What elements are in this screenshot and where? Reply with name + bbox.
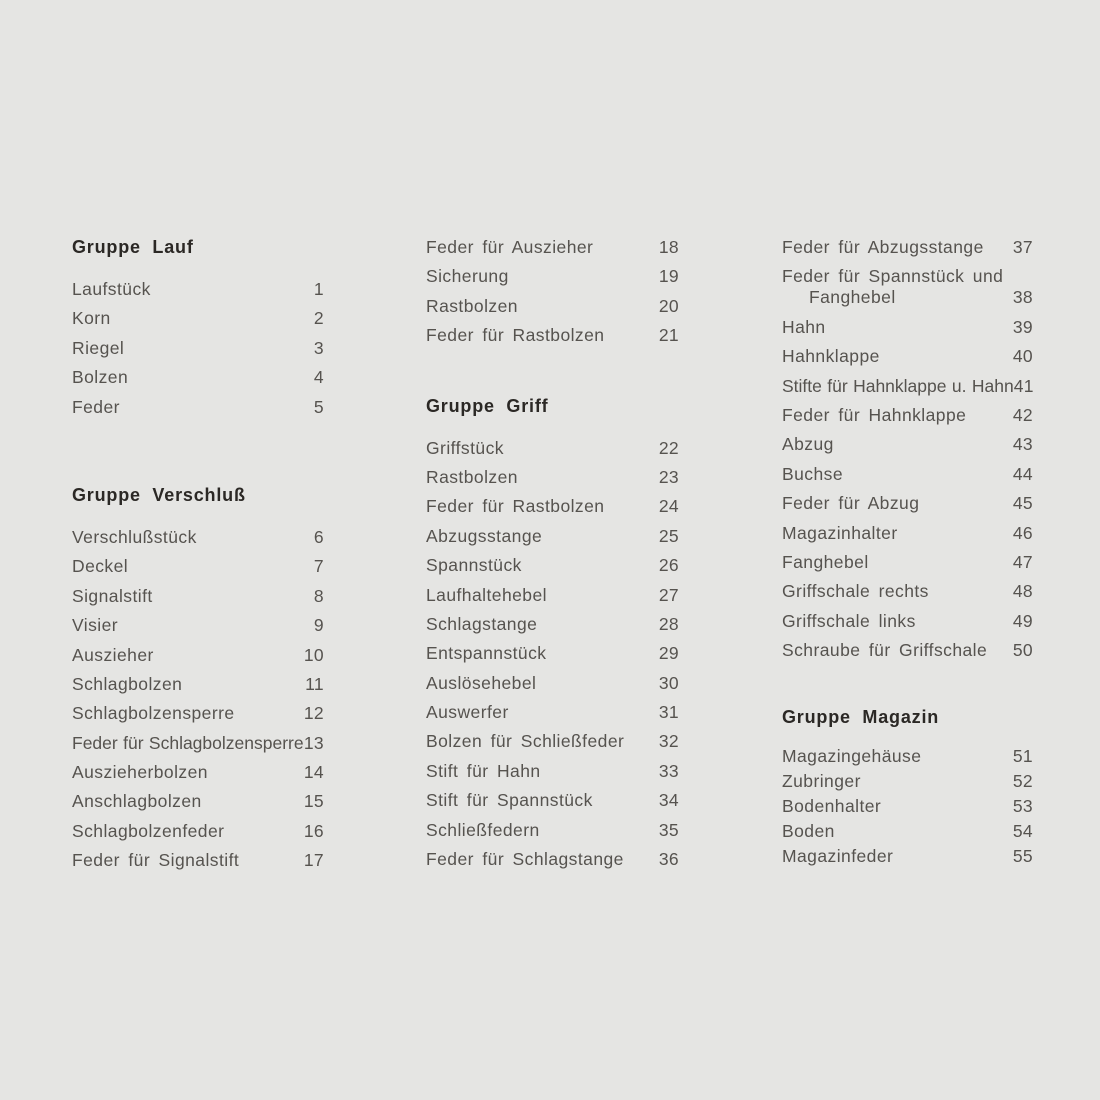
parts-list-row xyxy=(426,266,679,295)
part-number: 10 xyxy=(303,644,324,665)
part-name: Laufstück xyxy=(72,279,151,299)
part-number: 16 xyxy=(303,820,324,841)
parts-list-row xyxy=(426,790,679,819)
part-number: 38 xyxy=(1012,287,1033,308)
parts-list-row xyxy=(782,237,1033,266)
part-name: Griffschale links xyxy=(782,610,916,631)
part-name: Bolzen xyxy=(72,367,129,388)
part-number: 27 xyxy=(658,584,679,605)
parts-list-row xyxy=(782,796,1033,821)
part-name: Abzug xyxy=(782,434,834,455)
part-number: 45 xyxy=(1012,493,1033,514)
part-number: 6 xyxy=(313,526,324,547)
parts-list-row xyxy=(72,527,324,556)
parts-list-row xyxy=(782,317,1033,346)
parts-list-row xyxy=(782,611,1033,640)
part-name: Bodenhalter xyxy=(782,796,882,817)
part-number: 46 xyxy=(1012,522,1033,543)
part-number: 39 xyxy=(1012,316,1033,337)
part-name: Entspannstück xyxy=(426,643,547,664)
part-name: Feder für Hahnklappe xyxy=(782,404,967,425)
part-name: Signalstift xyxy=(72,585,153,606)
parts-list-row xyxy=(426,467,679,496)
part-number: 24 xyxy=(658,496,679,517)
part-number: 49 xyxy=(1012,610,1033,631)
part-name: Deckel xyxy=(72,556,129,577)
part-number: 14 xyxy=(303,762,324,783)
part-number: 13 xyxy=(303,732,324,753)
part-name: Schließfedern xyxy=(426,819,540,840)
parts-list-row xyxy=(426,761,679,790)
parts-list-row xyxy=(782,266,1033,316)
part-number: 3 xyxy=(313,337,324,358)
part-name: Schlagbolzen xyxy=(72,673,183,694)
part-name: Magazinfeder xyxy=(782,846,894,867)
part-number: 48 xyxy=(1012,581,1033,602)
part-name: Fanghebel xyxy=(782,551,869,572)
part-number: 44 xyxy=(1012,463,1033,484)
part-name: Feder für Schlagbolzensperre xyxy=(72,732,304,753)
parts-list-row xyxy=(782,746,1033,771)
part-name: Zubringer xyxy=(782,771,861,792)
part-number: 43 xyxy=(1012,434,1033,455)
part-number: 34 xyxy=(658,790,679,811)
parts-list-row xyxy=(426,643,679,672)
part-name: Riegel xyxy=(72,337,125,358)
parts-group-section xyxy=(72,237,324,426)
part-name: Feder für Auszieher xyxy=(426,237,594,257)
part-number: 30 xyxy=(658,672,679,693)
part-name: Feder für Abzugsstange xyxy=(782,237,984,257)
part-number: 12 xyxy=(303,703,324,724)
part-name: Sicherung xyxy=(426,266,509,287)
parts-list-row xyxy=(782,846,1033,871)
part-number: 51 xyxy=(1012,746,1033,767)
part-name: Stift für Hahn xyxy=(426,760,541,781)
part-name: Hahn xyxy=(782,316,826,337)
parts-list-row xyxy=(72,645,324,674)
part-number: 42 xyxy=(1012,404,1033,425)
parts-list-row xyxy=(426,237,679,266)
parts-list-row xyxy=(72,762,324,791)
part-number: 28 xyxy=(658,613,679,634)
parts-list-row xyxy=(426,614,679,643)
part-number: 18 xyxy=(658,237,679,257)
part-number: 9 xyxy=(313,615,324,636)
part-name: Korn xyxy=(72,308,111,329)
part-name: Buchse xyxy=(782,463,843,484)
parts-list-row xyxy=(782,405,1033,434)
part-number: 54 xyxy=(1012,821,1033,842)
part-name: Feder für Spannstück und xyxy=(782,266,1004,287)
part-number: 15 xyxy=(303,791,324,812)
parts-list-row xyxy=(782,434,1033,463)
parts-list-row xyxy=(72,733,324,762)
part-number: 7 xyxy=(313,556,324,577)
parts-list-row xyxy=(426,325,679,354)
part-name: Feder xyxy=(72,396,120,417)
part-number: 1 xyxy=(313,279,324,299)
parts-list-row xyxy=(426,438,679,467)
part-number: 21 xyxy=(658,325,679,346)
group-heading: Gruppe Griff xyxy=(426,395,549,416)
part-number: 36 xyxy=(658,849,679,870)
parts-list-row xyxy=(426,702,679,731)
part-number: 32 xyxy=(658,731,679,752)
parts-list-row xyxy=(72,703,324,732)
part-name: Bolzen für Schließfeder xyxy=(426,731,625,752)
part-number: 22 xyxy=(658,437,679,458)
column-lauf-verschluss xyxy=(72,237,324,880)
column-abzug-magazin xyxy=(782,237,1033,871)
part-number: 40 xyxy=(1012,346,1033,367)
part-number: 35 xyxy=(658,819,679,840)
part-name: Spannstück xyxy=(426,555,522,576)
part-name: Hahnklappe xyxy=(782,346,880,367)
part-name: Auslösehebel xyxy=(426,672,537,693)
parts-list-row xyxy=(72,674,324,703)
part-name: Rastbolzen xyxy=(426,466,518,487)
part-name: Verschlußstück xyxy=(72,526,197,547)
parts-list-row xyxy=(426,585,679,614)
part-name: Feder für Schlagstange xyxy=(426,849,624,870)
parts-list-row xyxy=(782,821,1033,846)
part-name-line-2 xyxy=(782,287,1033,316)
part-name: Stifte für Hahnklappe u. Hahn xyxy=(782,375,1014,396)
parts-list-row xyxy=(72,556,324,585)
parts-list-row xyxy=(72,791,324,820)
part-name: Feder für Signalstift xyxy=(72,850,240,871)
part-number: 17 xyxy=(303,850,324,871)
part-name-continued: Fanghebel xyxy=(809,287,896,308)
part-number: 37 xyxy=(1012,237,1033,257)
parts-list-row xyxy=(782,523,1033,552)
part-number: 25 xyxy=(658,525,679,546)
part-name: Auswerfer xyxy=(426,702,509,723)
part-name: Magazingehäuse xyxy=(782,746,922,767)
part-number: 23 xyxy=(658,466,679,487)
part-name: Schlagbolzenfeder xyxy=(72,820,225,841)
part-number: 5 xyxy=(313,396,324,417)
parts-list-row xyxy=(72,279,324,308)
part-number: 47 xyxy=(1012,551,1033,572)
parts-list-row xyxy=(426,820,679,849)
part-name: Auszieherbolzen xyxy=(72,762,208,783)
part-name: Schlagbolzensperre xyxy=(72,703,235,724)
group-heading: Gruppe Lauf xyxy=(72,237,194,257)
parts-list-row xyxy=(782,464,1033,493)
part-name: Visier xyxy=(72,615,119,636)
parts-list-row xyxy=(426,673,679,702)
parts-list-row xyxy=(426,296,679,325)
part-number: 11 xyxy=(305,673,324,694)
parts-group-section xyxy=(426,396,679,879)
part-name: Feder für Abzug xyxy=(782,493,920,514)
group-heading: Gruppe Magazin xyxy=(782,707,940,728)
parts-list-row xyxy=(72,615,324,644)
part-number: 29 xyxy=(658,643,679,664)
part-name: Laufhaltehebel xyxy=(426,584,547,605)
part-name: Auszieher xyxy=(72,644,154,665)
part-number: 52 xyxy=(1012,771,1033,792)
parts-list-row xyxy=(426,496,679,525)
part-number: 19 xyxy=(658,266,679,287)
part-name: Magazinhalter xyxy=(782,522,898,543)
part-name: Schlagstange xyxy=(426,613,538,634)
part-number: 8 xyxy=(313,585,324,606)
column-griff xyxy=(426,237,679,878)
part-name: Griffschale rechts xyxy=(782,581,929,602)
parts-list-row xyxy=(782,640,1033,669)
part-number: 55 xyxy=(1012,846,1033,867)
parts-list-row xyxy=(782,346,1033,375)
parts-list-row xyxy=(782,771,1033,796)
parts-list-row xyxy=(782,581,1033,610)
parts-list-row xyxy=(426,849,679,878)
part-name: Griffstück xyxy=(426,437,504,458)
part-number: 31 xyxy=(658,702,679,723)
parts-list-row xyxy=(782,552,1033,581)
parts-list-row xyxy=(782,376,1033,405)
parts-list-row xyxy=(426,555,679,584)
part-name: Rastbolzen xyxy=(426,295,518,316)
parts-list-row xyxy=(72,338,324,367)
part-number: 2 xyxy=(313,308,324,329)
part-number: 33 xyxy=(658,760,679,781)
parts-list-row xyxy=(72,586,324,615)
parts-list-row xyxy=(72,308,324,337)
part-number: 26 xyxy=(658,555,679,576)
parts-group-section xyxy=(426,237,679,355)
part-number: 41 xyxy=(1013,375,1034,396)
parts-list-row xyxy=(72,367,324,396)
part-name: Stift für Spannstück xyxy=(426,790,593,811)
parts-group-section xyxy=(782,707,1033,871)
parts-group-section xyxy=(782,237,1033,669)
parts-list-row xyxy=(72,850,324,879)
group-heading: Gruppe Verschluß xyxy=(72,484,246,505)
part-name: Anschlagbolzen xyxy=(72,791,202,812)
part-name: Boden xyxy=(782,821,835,842)
part-number: 20 xyxy=(658,295,679,316)
parts-list-row xyxy=(72,397,324,426)
part-name: Schraube für Griffschale xyxy=(782,640,988,661)
parts-list-row xyxy=(426,731,679,760)
part-number: 4 xyxy=(313,367,324,388)
part-number: 53 xyxy=(1012,796,1033,817)
parts-list-row xyxy=(782,493,1033,522)
part-number: 50 xyxy=(1012,640,1033,661)
parts-list-row xyxy=(72,821,324,850)
parts-group-section xyxy=(72,485,324,880)
part-name: Abzugsstange xyxy=(426,525,543,546)
parts-list-row xyxy=(426,526,679,555)
part-name: Feder für Rastbolzen xyxy=(426,325,605,346)
part-name: Feder für Rastbolzen xyxy=(426,496,605,517)
part-name-line-1 xyxy=(782,266,1033,287)
